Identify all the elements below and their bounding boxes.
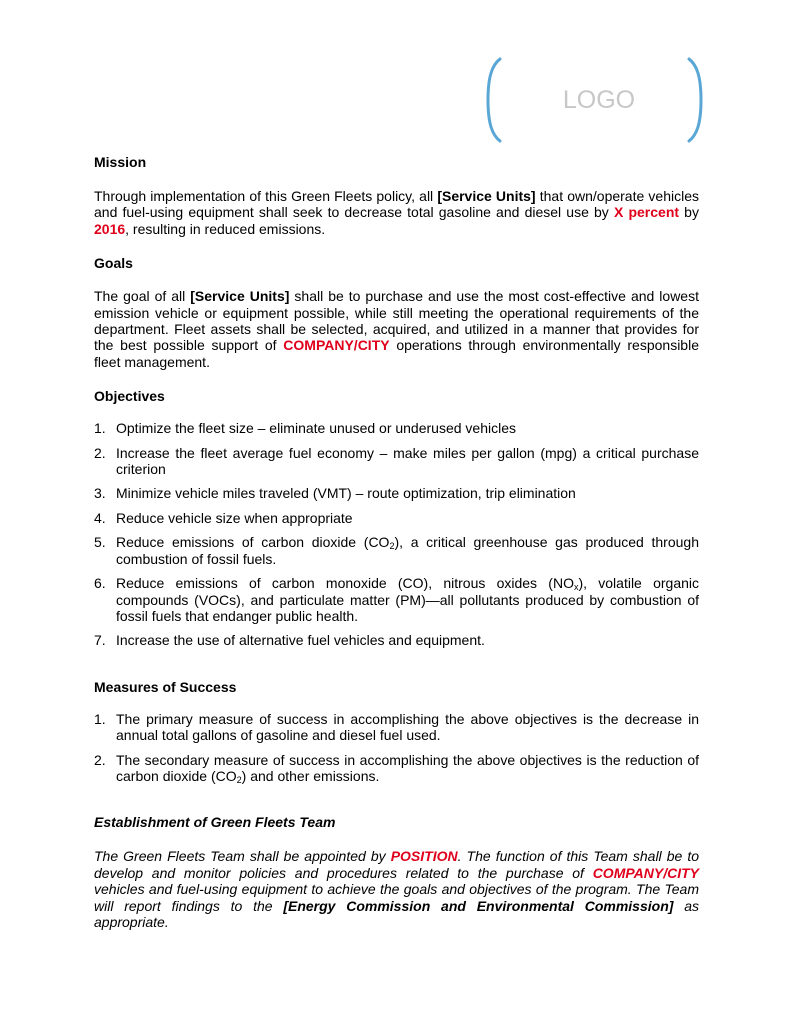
objective-item-3: 3. Minimize vehicle miles traveled (VMT) – route optimization, trip elimination xyxy=(94,485,576,502)
measure-item-1: 1. The primary measure of success in accomplishing the above objectives is the decrease in annual total gallons of gasoline and diesel fuel used. xyxy=(94,710,699,744)
logo-placeholder xyxy=(486,57,703,143)
measures-heading: Measures of Success xyxy=(94,678,237,695)
document-body xyxy=(94,154,699,930)
mission-paragraph: Through implementation of this Green Fleets policy, all [Service Units] that own/operate vehicles and fuel-using equipment shall seek to decrease total gasoline and diesel use by X percent by 2016, resulting in reduced emissions. xyxy=(94,188,699,237)
objectives-list xyxy=(94,420,699,648)
goals-heading: Goals xyxy=(94,255,133,272)
objective-item-4: 4. Reduce vehicle size when appropriate xyxy=(94,509,353,526)
team-heading: Establishment of Green Fleets Team xyxy=(94,814,336,831)
measure-item-2: 2. The secondary measure of success in accomplishing the above objectives is the reduction of carbon dioxide $(CO_2)$ and other emissions. xyxy=(94,751,699,785)
objective-item-6: 6. Reduce emissions of carbon monoxide (CO), nitrous oxides $(NO_x)$, volatile organic compounds (VOCs), and particulate matter (PM)—all pollutants produced by combustion of fossil fuels that endanger public health. xyxy=(94,575,699,624)
objective-item-2: 2. Increase the fleet average fuel economy – make miles per gallon (mpg) a critical purchase criterion xyxy=(94,444,699,478)
objectives-heading: Objectives xyxy=(94,388,165,405)
objective-item-5: 5. Reduce emissions of carbon dioxide $(CO_2)$, a critical greenhouse gas produced through combustion of fossil fuels. xyxy=(94,534,699,567)
goals-paragraph: The goal of all [Service Units] shall be to purchase and use the most cost-effective and lowest emission vehicle or equipment possible, while still meeting the operational requirements of the department. Fleet assets shall be selected, acquired, and utilized in a manner that provides for the best possible support of COMPANY/CITY operations through environmentally responsible fleet management. xyxy=(94,288,699,370)
measures-list xyxy=(94,711,699,785)
team-paragraph: The Green Fleets Team shall be appointed by POSITION. The function of this Team shall be to develop and monitor policies and procedures related to the purchase of COMPANY/CITY vehicles and fuel-using equipment to achieve the goals and objectives of the program. The Team will report findings to the [Energy Commission and Environmental Commission] as appropriate. xyxy=(94,848,700,930)
objective-item-7: 7. Increase the use of alternative fuel vehicles and equipment. xyxy=(94,632,485,649)
objective-item-1: 1. Optimize the fleet size – eliminate unused or underused vehicles xyxy=(94,420,516,437)
mission-heading: Mission xyxy=(94,154,147,170)
logo-text: LOGO xyxy=(562,86,636,114)
